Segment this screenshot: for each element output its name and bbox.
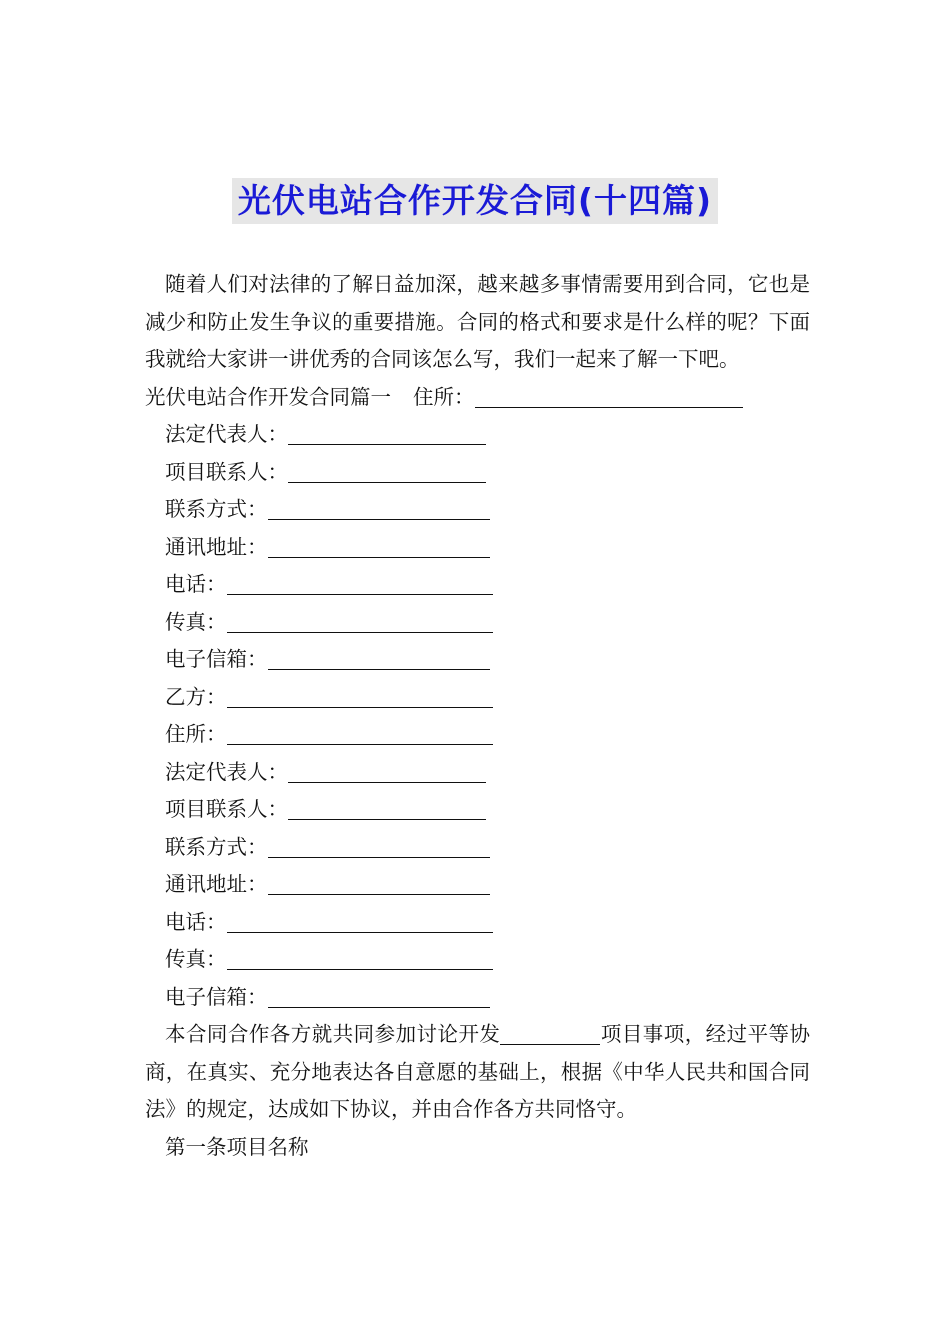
party-a-phone-blank	[227, 568, 493, 595]
field-line	[145, 716, 810, 754]
party-b-legal-rep-label: 法定代表人：	[165, 759, 288, 784]
party-b-contact-method-blank	[268, 831, 490, 858]
title-container	[0, 178, 950, 224]
party-a-address-blank	[475, 381, 743, 408]
party-b-email-blank	[268, 981, 490, 1008]
field-line	[145, 941, 810, 979]
party-b-email-label: 电子信箱：	[165, 984, 268, 1009]
field-line	[145, 454, 810, 492]
party-a-contact-method-blank	[268, 493, 490, 520]
party-b-label: 乙方：	[165, 684, 227, 709]
party-b-phone-label: 电话：	[165, 909, 227, 934]
agreement-text-before: 本合同合作各方就共同参加讨论开发	[165, 1022, 501, 1046]
party-b-blank	[227, 681, 493, 708]
field-line	[145, 829, 810, 867]
agreement-text-after: 项目事项，经过平等协商，在真实、充分地表达各自意愿的基础上，根据《中华人民共和国合同法》的规定，达成如下协议，并由合作各方共同恪守。	[145, 1022, 811, 1121]
party-a-fax-blank	[227, 606, 493, 633]
party-a-email-label: 电子信箱：	[165, 647, 268, 671]
field-line	[145, 904, 810, 942]
party-a-contact-method-label: 联系方式：	[165, 497, 268, 521]
section-heading-line	[145, 379, 810, 417]
party-b-project-contact-blank	[288, 793, 486, 820]
field-line	[145, 754, 810, 792]
party-a-project-contact-blank	[288, 456, 486, 483]
party-b-project-contact-label: 项目联系人：	[165, 797, 288, 821]
field-line	[145, 979, 810, 1017]
party-a-fax-label: 传真：	[165, 609, 227, 634]
field-line	[145, 604, 810, 642]
field-line	[145, 416, 810, 454]
party-a-legal-rep-label: 法定代表人：	[165, 422, 288, 446]
document-title: 光伏电站合作开发合同(十四篇)	[232, 178, 718, 224]
field-line	[145, 641, 810, 679]
field-line	[145, 529, 810, 567]
article-one-heading: 第一条项目名称	[165, 1134, 309, 1159]
project-name-blank	[500, 1018, 600, 1045]
party-b-address-label: 住所：	[165, 722, 227, 746]
intro-paragraph: 随着人们对法律的了解日益加深，越来越多事情需要用到合同，它也是减少和防止发生争议的重要措施。合同的格式和要求是什么样的呢？下面我就给大家讲一讲优秀的合同该怎么写，我们一起来了解一下吧。	[145, 272, 810, 371]
party-a-legal-rep-blank	[288, 418, 486, 445]
party-a-phone-label: 电话：	[165, 572, 227, 596]
party-b-contact-method-label: 联系方式：	[165, 834, 268, 859]
field-line	[145, 491, 810, 529]
field-line	[145, 866, 810, 904]
party-b-fax-blank	[227, 943, 493, 970]
party-b-mail-address-blank	[268, 868, 490, 895]
party-a-email-blank	[268, 643, 490, 670]
section-heading: 光伏电站合作开发合同篇一	[145, 384, 391, 409]
field-line	[145, 791, 810, 829]
agreement-paragraph	[145, 1016, 810, 1129]
field-line	[145, 679, 810, 717]
party-a-mail-address-label: 通讯地址：	[165, 534, 268, 559]
field-line	[145, 566, 810, 604]
document-body	[145, 266, 810, 1166]
party-b-fax-label: 传真：	[165, 947, 227, 971]
party-a-mail-address-blank	[268, 531, 490, 558]
party-b-mail-address-label: 通讯地址：	[165, 872, 268, 896]
party-b-legal-rep-blank	[288, 756, 486, 783]
party-b-address-blank	[227, 718, 493, 745]
party-a-project-contact-label: 项目联系人：	[165, 459, 288, 484]
party-a-address-label: 住所：	[413, 384, 475, 409]
party-b-phone-blank	[227, 906, 493, 933]
